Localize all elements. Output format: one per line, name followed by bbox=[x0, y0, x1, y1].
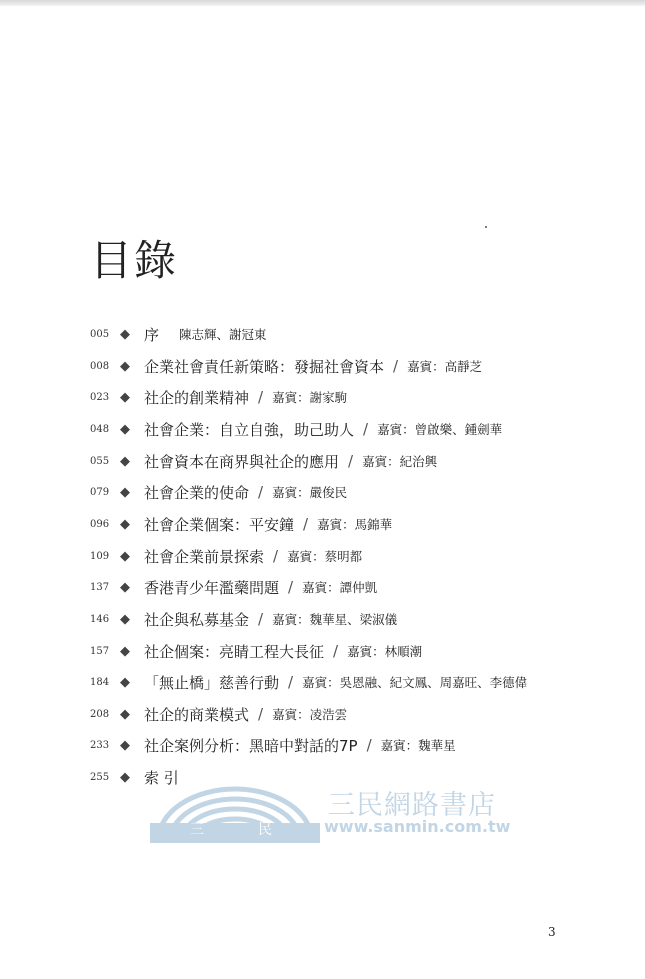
diamond-bullet-icon: ◆ bbox=[120, 326, 130, 342]
toc-separator: / bbox=[333, 642, 339, 660]
toc-guest: 嘉賓：謝家駒 bbox=[272, 390, 348, 405]
toc-guest: 嘉賓：譚仲凱 bbox=[302, 580, 378, 595]
diamond-bullet-icon: ◆ bbox=[120, 389, 130, 405]
toc-title: 社會企業個案：平安鐘 bbox=[144, 515, 295, 534]
page-title: 目錄 bbox=[90, 236, 179, 285]
toc-entry bbox=[90, 322, 267, 346]
diamond-bullet-icon: ◆ bbox=[120, 579, 130, 595]
toc-page-number: 137 bbox=[90, 581, 110, 593]
toc-guest: 嘉賓：曾啟樂、鍾劍華 bbox=[377, 422, 503, 437]
toc-entry bbox=[90, 544, 362, 568]
watermark-logo-icon bbox=[150, 783, 320, 843]
toc-entry bbox=[90, 480, 347, 504]
toc-title: 香港青少年濫藥問題 bbox=[144, 578, 280, 597]
toc-title: 社企的商業模式 bbox=[144, 705, 250, 724]
toc-guest: 嘉賓：凌浩雲 bbox=[272, 707, 348, 722]
diamond-bullet-icon: ◆ bbox=[120, 358, 130, 374]
toc-page-number: 208 bbox=[90, 708, 110, 720]
page-number: 3 bbox=[548, 925, 556, 939]
toc-title: 序 bbox=[144, 325, 160, 344]
toc-page-number: 096 bbox=[90, 518, 110, 530]
diamond-bullet-icon: ◆ bbox=[120, 516, 130, 532]
toc-entry bbox=[90, 639, 422, 663]
toc-guest: 嘉賓：嚴俊民 bbox=[272, 485, 348, 500]
toc-separator: / bbox=[258, 610, 264, 628]
toc-guest: 嘉賓：蔡明都 bbox=[287, 549, 363, 564]
toc-entry bbox=[90, 733, 456, 757]
toc-title: 社企案例分析：黑暗中對話的7P bbox=[144, 736, 358, 755]
toc-page-number: 048 bbox=[90, 423, 110, 435]
toc-separator: / bbox=[393, 357, 399, 375]
toc-guest: 嘉賓：紀治興 bbox=[362, 454, 438, 469]
toc-page-number: 109 bbox=[90, 550, 110, 562]
toc-separator: / bbox=[288, 578, 294, 596]
watermark-char-1: 三 bbox=[190, 822, 204, 838]
toc-entry bbox=[90, 385, 347, 409]
diamond-bullet-icon: ◆ bbox=[120, 706, 130, 722]
diamond-bullet-icon: ◆ bbox=[120, 548, 130, 564]
toc-separator: / bbox=[348, 452, 354, 470]
toc-page-number: 146 bbox=[90, 613, 110, 625]
toc-guest: 嘉賓：高靜芝 bbox=[407, 359, 483, 374]
diamond-bullet-icon: ◆ bbox=[120, 611, 130, 627]
toc-separator: / bbox=[288, 673, 294, 691]
toc-title: 社企個案：亮睛工程大長征 bbox=[144, 642, 325, 661]
diamond-bullet-icon: ◆ bbox=[120, 484, 130, 500]
diamond-bullet-icon: ◆ bbox=[120, 453, 130, 469]
toc-entry bbox=[90, 670, 527, 694]
toc-entry bbox=[90, 512, 392, 536]
toc-page-number: 023 bbox=[90, 391, 110, 403]
toc-guest: 嘉賓：魏華星、梁淑儀 bbox=[272, 612, 398, 627]
toc-page-number: 079 bbox=[90, 486, 110, 498]
diamond-bullet-icon: ◆ bbox=[120, 674, 130, 690]
toc-separator: / bbox=[258, 483, 264, 501]
toc-guest: 嘉賓：魏華星 bbox=[380, 738, 456, 753]
toc-guest: 嘉賓：吳恩融、紀文鳳、周嘉旺、李德偉 bbox=[302, 675, 528, 690]
watermark-store-name: 三民網路書店 bbox=[328, 790, 496, 821]
toc-separator: / bbox=[363, 420, 369, 438]
watermark-url: www.sanmin.com.tw bbox=[324, 817, 511, 836]
toc-title: 社會企業前景探索 bbox=[144, 547, 265, 566]
toc-separator: / bbox=[258, 388, 264, 406]
toc-page-number: 184 bbox=[90, 676, 110, 688]
toc-page-number: 255 bbox=[90, 771, 110, 783]
toc-page-number: 233 bbox=[90, 739, 110, 751]
toc-title: 社企與私募基金 bbox=[144, 610, 250, 629]
toc-page-number: 157 bbox=[90, 645, 110, 657]
toc-entry bbox=[90, 702, 347, 726]
diamond-bullet-icon: ◆ bbox=[120, 421, 130, 437]
toc-entry bbox=[90, 449, 437, 473]
toc-guest: 嘉賓：馬錦華 bbox=[317, 517, 393, 532]
toc-separator: / bbox=[303, 515, 309, 533]
toc-guest: 嘉賓：林順潮 bbox=[347, 644, 423, 659]
toc-separator: / bbox=[273, 547, 279, 565]
watermark bbox=[150, 783, 510, 843]
top-edge bbox=[0, 0, 645, 6]
toc-entry bbox=[90, 417, 502, 441]
toc-title: 企業社會責任新策略：發掘社會資本 bbox=[144, 357, 385, 376]
toc-entry bbox=[90, 607, 397, 631]
diamond-bullet-icon: ◆ bbox=[120, 737, 130, 753]
diamond-bullet-icon: ◆ bbox=[120, 643, 130, 659]
toc-author: 陳志輝、謝冠東 bbox=[179, 327, 267, 342]
watermark-char-2: 民 bbox=[258, 822, 272, 838]
toc-title: 社會企業的使命 bbox=[144, 483, 250, 502]
toc-page-number: 008 bbox=[90, 360, 110, 372]
toc-separator: / bbox=[258, 705, 264, 723]
diamond-bullet-icon: ◆ bbox=[120, 769, 130, 785]
toc-title: 社企的創業精神 bbox=[144, 388, 250, 407]
toc-entry bbox=[90, 575, 377, 599]
toc-title: 社會企業：自立自強，助己助人 bbox=[144, 420, 355, 439]
toc-title: 社會資本在商界與社企的應用 bbox=[144, 452, 340, 471]
toc-entry bbox=[90, 354, 482, 378]
toc-page-number: 055 bbox=[90, 455, 110, 467]
toc-separator: / bbox=[366, 736, 372, 754]
toc-title: 索 引 bbox=[144, 768, 179, 787]
print-speck bbox=[485, 226, 487, 228]
toc-page-number: 005 bbox=[90, 328, 110, 340]
toc-title: 「無止橋」慈善行動 bbox=[144, 673, 280, 692]
